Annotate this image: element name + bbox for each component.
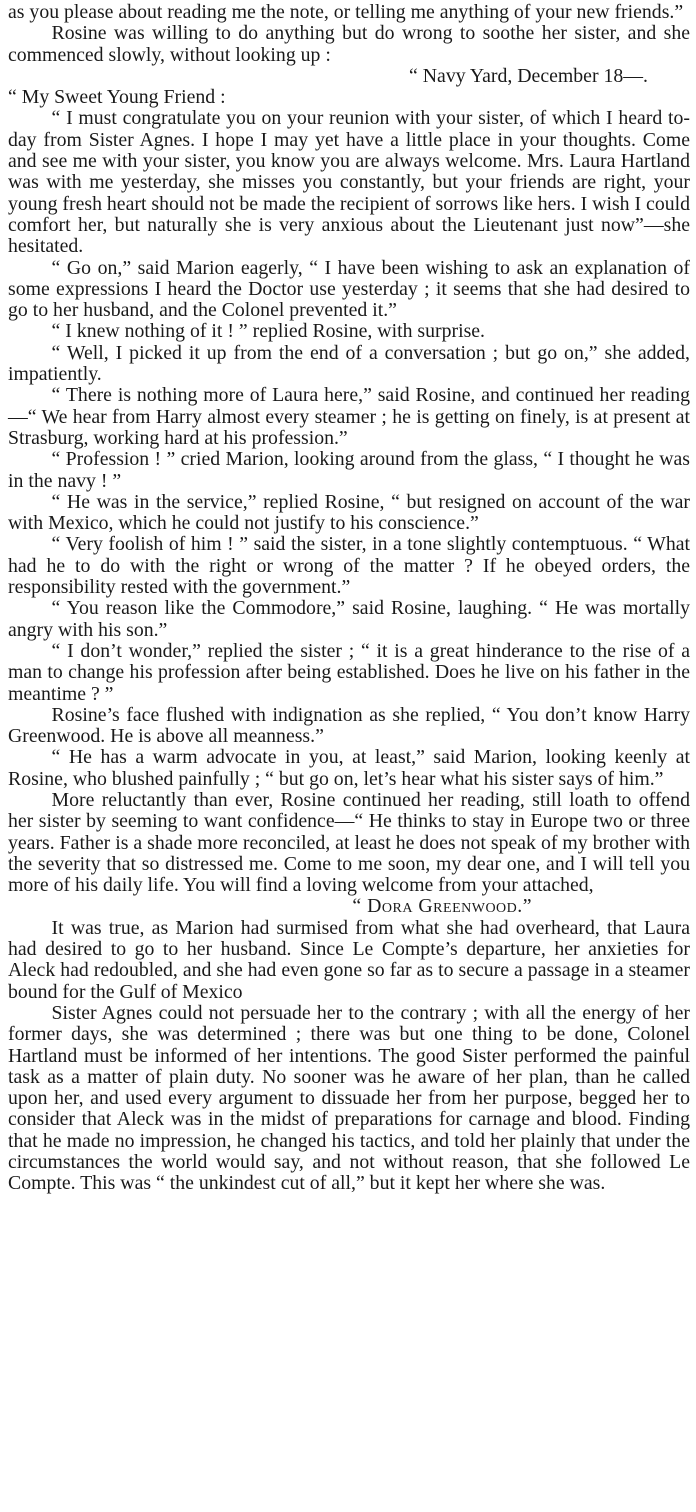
paragraph-sister-agnes: Sister Agnes could not persuade her to the contrary ; with all the energy of her former days, she was determined ; there was but one thing to be done, Colonel Hartland must be informed of her intentions. The good Sister performed the painful task as a matter of plain duty. No sooner was he aware of her plan, than he called upon her, and used every argument to dissuade her from her purpose, begged her to consider that Aleck was in the midst of preparations for carnage and blood. Finding that he made no impression, he changed his tactics, and told her plainly that under the circumstances the world would say, and not without reason, that she followed Le Compte. This was “ the unkindest cut of all,” but it kept her where she was.	[8, 1001, 690, 1195]
letter-signature: “ Dora Greenwood.”	[352, 895, 532, 918]
paragraph-warm-advocate: “ He has a warm advocate in you, at least,” said Marion, looking keenly at Rosine, who blushed painfully ; “ but go on, let’s hear what his sister says of him.”	[8, 746, 690, 790]
letter-salutation: “ My Sweet Young Friend :	[8, 86, 226, 109]
paragraph-rosine-begins-reading: Rosine was willing to do anything but do wrong to soothe her sister, and she commenced slowly, without looking up :	[8, 22, 690, 66]
letter-body: “ I must congratulate you on your reunion with your sister, of which I heard to-day from Sister Agnes. I hope I may yet have a little place in your thoughts. Come and see me with your sister, you know you are always welcome. Mrs. Laura Hartland was with me yesterday, she misses you constantly, but your friends are right, your young fresh heart should not be made the recipient of sorrows like hers. I wish I could comfort her, but naturally she is very anxious about the Lieutenant just now”—she hesitated.	[8, 107, 690, 258]
paragraph-commodore: “ You reason like the Commodore,” said Rosine, laughing. “ He was mortally angry with his son.”	[8, 597, 690, 641]
paragraph-harry-news: “ There is nothing more of Laura here,” said Rosine, and continued her reading—“ We hear from Harry almost every steamer ; he is getting on finely, is at present at Strasburg, working hard at his profession.”	[8, 384, 690, 449]
paragraph-laura-desire: It was true, as Marion had surmised from what she had overheard, that Laura had desired to go to her husband. Since Le Compte’s departure, her anxieties for Aleck had redoubled, and she had even gone so far as to secure a passage in a steamer bound for the Gulf of Mexico	[8, 916, 690, 1003]
paragraph-service: “ He was in the service,” replied Rosine, “ but resigned on account of the war with Mexico, which he could not justify to his conscience.”	[8, 490, 690, 535]
paragraph-hinderance: “ I don’t wonder,” replied the sister ; “ it is a great hinderance to the rise of a man to change his profession after being established. Does he live on his father in the meantime ? ”	[8, 639, 690, 705]
paragraph-rosine-surprise: “ I knew nothing of it ! ” replied Rosine, with surprise.	[51, 320, 485, 343]
letter-dateline: “ Navy Yard, December 18—.	[409, 64, 648, 87]
paragraph-indignation: Rosine’s face flushed with indignation as she replied, “ You don’t know Harry Greenwood. He is above all meanness.”	[8, 703, 690, 748]
paragraph-continuation: as you please about reading me the note, or telling me anything of your new friends.”	[8, 1, 684, 23]
paragraph-foolish: “ Very foolish of him ! ” said the sister, in a tone slightly contemptuous. “ What had he to do with the right or wrong of the matter ? If he obeyed orders, the responsibility rested with the government.”	[8, 533, 690, 599]
paragraph-reluctant-reading: More reluctantly than ever, Rosine continued her reading, still loath to offend her sister by seeming to want confidence—“ He thinks to stay in Europe two or three years. Father is a shade more reconciled, at least he does not speak of my brother with the severity that so distressed me. Come to me soon, my dear one, and I will tell you more of his daily life. You will find a loving welcome from your attached,	[8, 788, 690, 897]
paragraph-profession: “ Profession ! ” cried Marion, looking around from the glass, “ I thought he was in the navy ! ”	[8, 448, 690, 492]
paragraph-marion-impatient: “ Well, I picked it up from the end of a conversation ; but go on,” she added, impatiently.	[8, 341, 690, 386]
paragraph-marion-go-on: “ Go on,” said Marion eagerly, “ I have been wishing to ask an explanation of some expressions I heard the Doctor use yesterday ; it seems that she had desired to go to her husband, and the Colonel prevented it.”	[8, 256, 690, 322]
